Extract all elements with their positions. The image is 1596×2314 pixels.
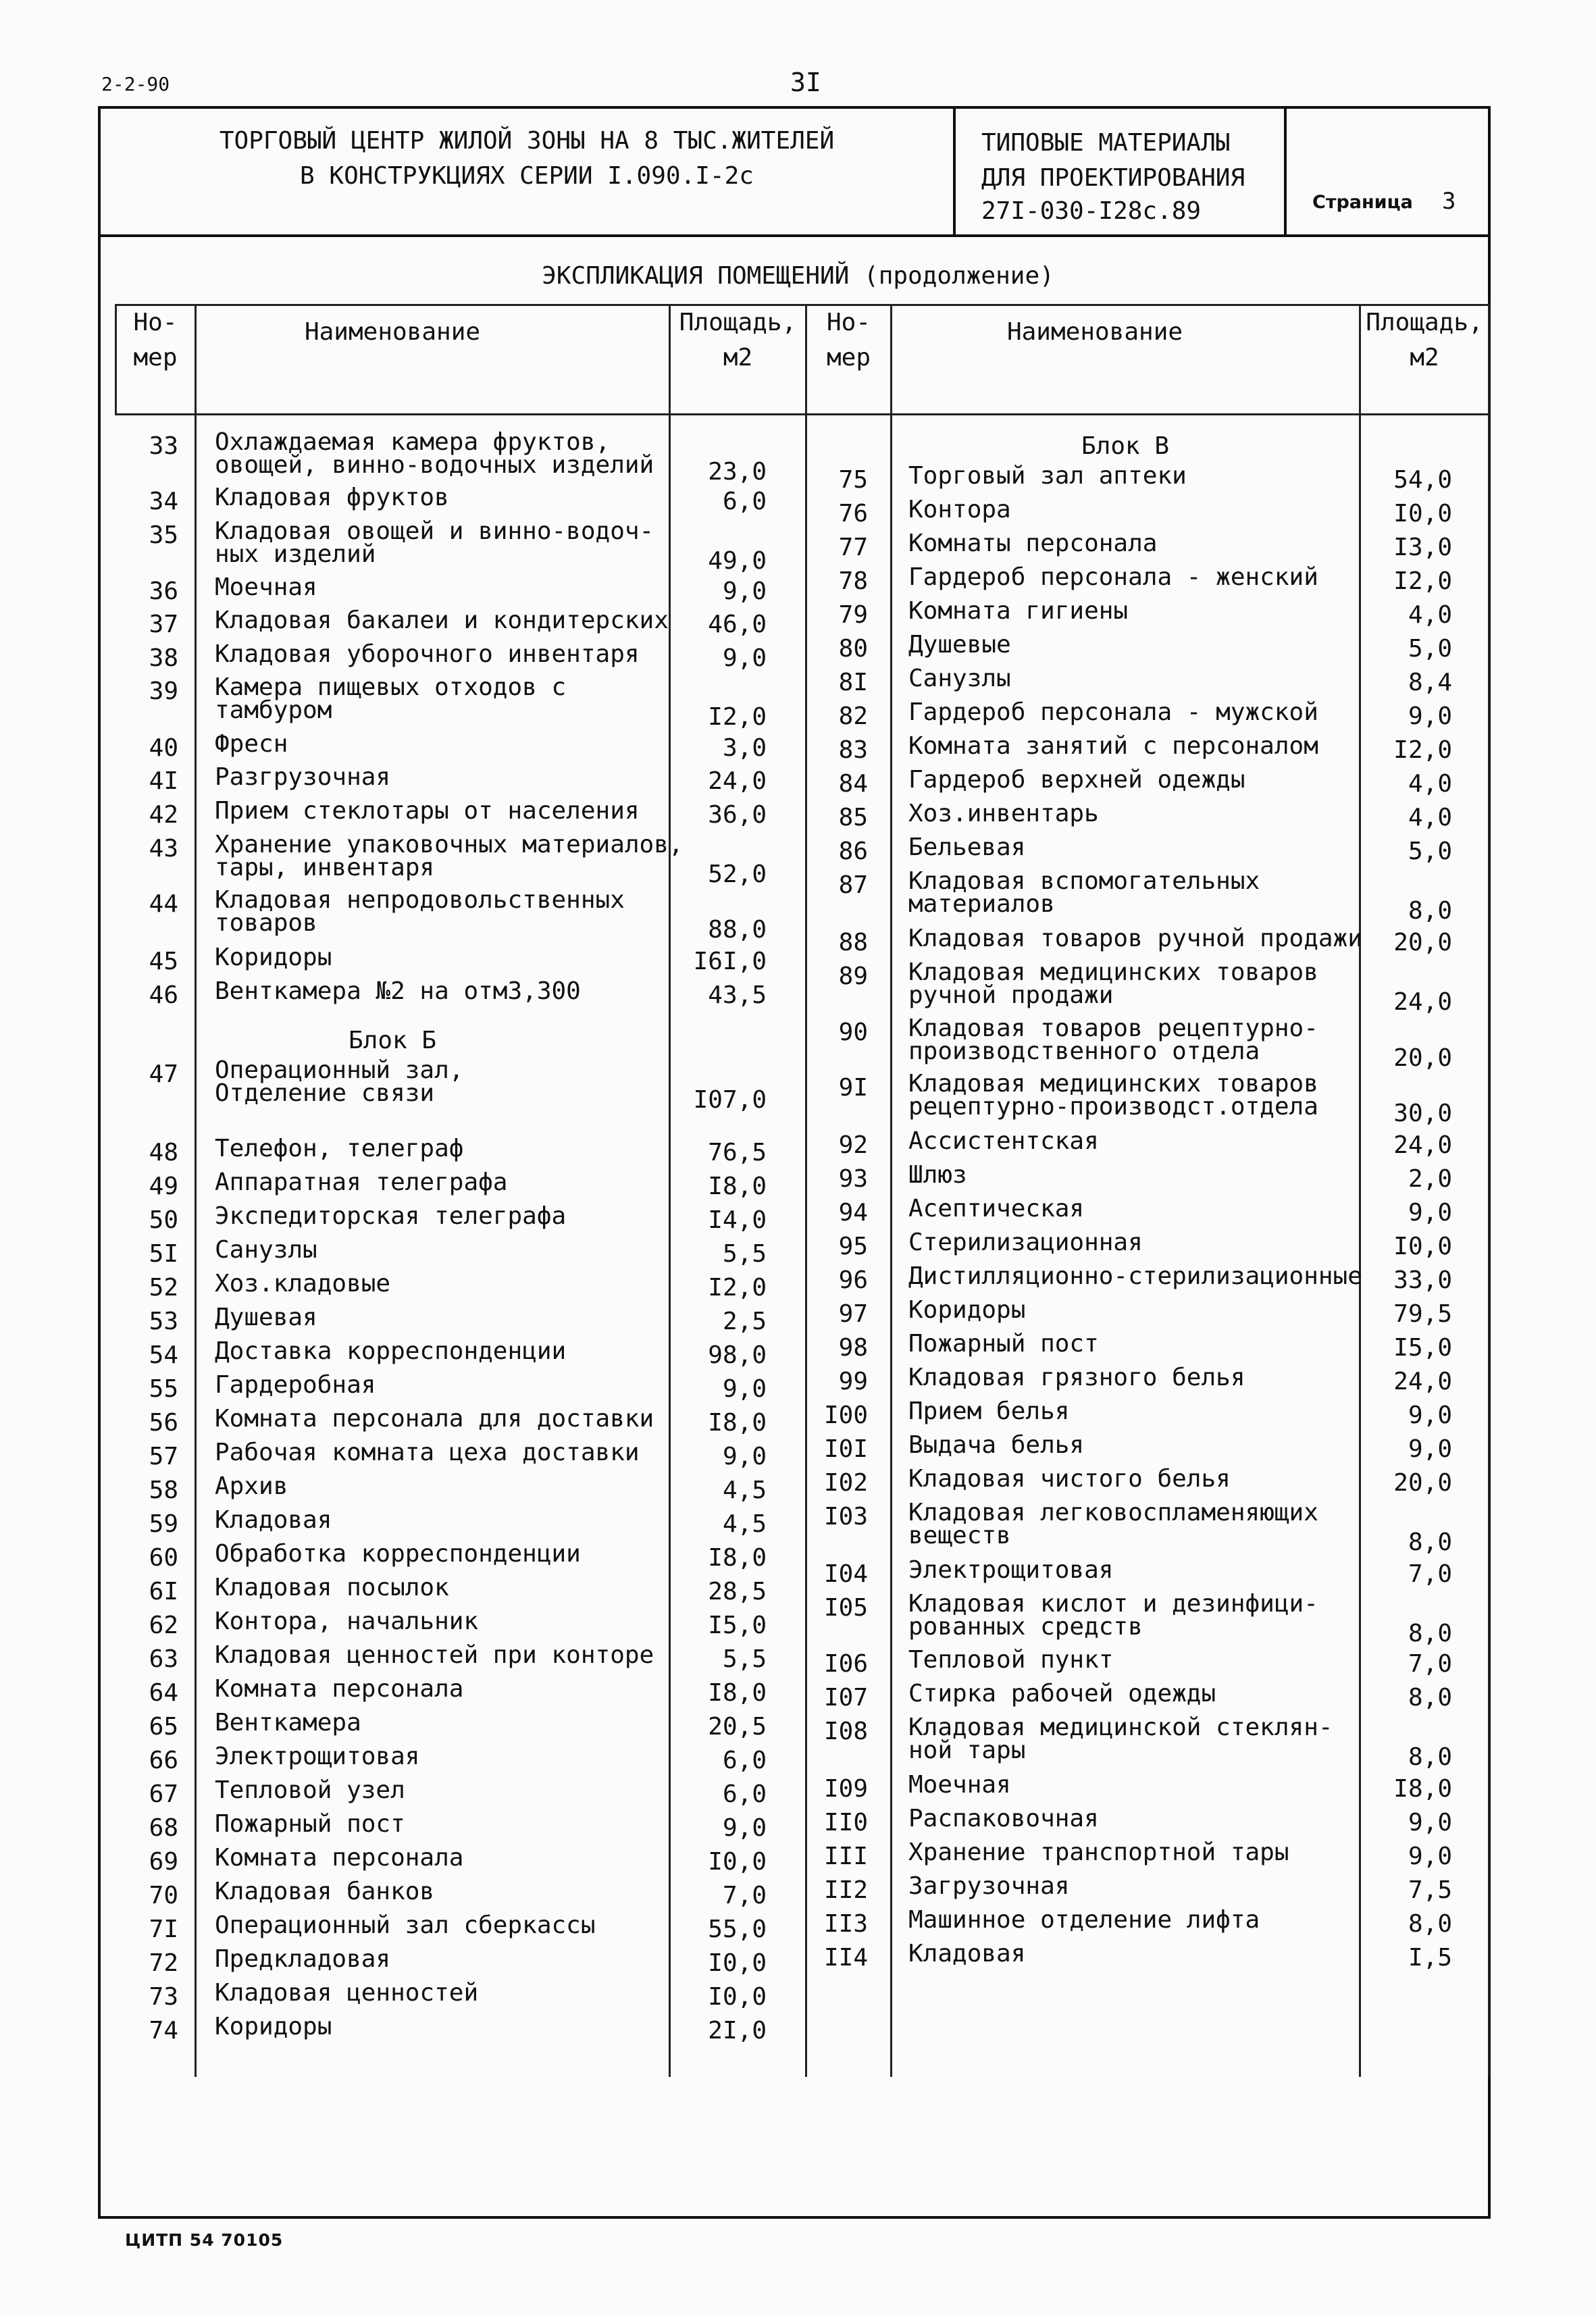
- left-row-number: 69: [149, 1848, 178, 1876]
- left-row-number: 35: [149, 521, 178, 549]
- materials-line1: ТИПОВЫЕ МАТЕРИАЛЫ: [981, 129, 1231, 157]
- left-row-area: 46,0: [708, 611, 767, 638]
- header-materials-block: [956, 109, 1287, 237]
- left-row-name: Кладовая овощей и винно-водоч- ных изделий: [215, 517, 654, 568]
- left-row-name: Комната персонала: [215, 1675, 464, 1703]
- left-row-number: 42: [149, 801, 178, 829]
- right-row-number: I03: [823, 1503, 868, 1531]
- right-row-name: Контора: [908, 496, 1011, 523]
- right-row-area: 33,0: [1393, 1266, 1452, 1294]
- left-row-name: Кладовая ценностей: [215, 1979, 479, 2007]
- right-row-name: Комната гигиены: [908, 597, 1129, 625]
- left-row-area: I0,0: [708, 1983, 767, 2011]
- left-row-area: 52,0: [708, 860, 767, 888]
- right-row-number: 76: [838, 500, 868, 528]
- right-row-number: 84: [838, 770, 868, 798]
- left-row-number: 48: [149, 1139, 178, 1166]
- right-row-name: Гардероб персонала - женский: [908, 563, 1318, 591]
- left-row-name: Электрощитовая: [215, 1743, 420, 1770]
- right-row-area: 7,0: [1408, 1650, 1452, 1678]
- left-row-area: I0,0: [708, 1848, 767, 1876]
- right-row-area: 9,0: [1408, 1199, 1452, 1227]
- right-row-name: Хранение транспортной тары: [908, 1839, 1289, 1866]
- left-row-name: Прием стеклотары от населения: [215, 797, 640, 825]
- right-row-area: 8,4: [1408, 669, 1452, 696]
- left-row-number: 68: [149, 1814, 178, 1842]
- left-row-area: 4,5: [722, 1510, 767, 1538]
- document-code: 2-2-90: [101, 73, 170, 95]
- right-row-area: 8,0: [1408, 1620, 1452, 1647]
- right-row-area: I2,0: [1393, 736, 1452, 764]
- printer-stamp: ЦИТП 54 70105: [125, 2230, 284, 2250]
- left-row-name: Разгрузочная: [215, 763, 391, 791]
- right-row-area: 24,0: [1393, 988, 1452, 1016]
- left-row-name: Кладовая бакалеи и кондитерских: [215, 607, 669, 634]
- right-row-number: I00: [823, 1402, 868, 1429]
- right-row-area: 7,0: [1408, 1560, 1452, 1588]
- right-row-number: 99: [838, 1368, 868, 1395]
- right-row-area: 79,5: [1393, 1300, 1452, 1328]
- right-row-area: 8,0: [1408, 1743, 1452, 1771]
- block-v-heading: Блок В: [1081, 432, 1170, 460]
- left-row-number: 52: [149, 1274, 178, 1302]
- right-row-number: I08: [823, 1718, 868, 1745]
- left-row-number: 73: [149, 1983, 178, 2011]
- left-row-name: Операционный зал, Отделение связи: [215, 1056, 464, 1107]
- left-row-name: Контора, начальник: [215, 1608, 479, 1635]
- col-header-area-line2: м2: [1410, 344, 1439, 371]
- col-rule-num-left: [195, 304, 197, 2077]
- right-row-number: 98: [838, 1334, 868, 1362]
- left-row-number: 72: [149, 1949, 178, 1977]
- right-row-name: Кладовая медицинских товаров рецептурно-производст.отдела: [908, 1070, 1318, 1121]
- left-row-number: 54: [149, 1341, 178, 1369]
- right-row-number: 78: [838, 567, 868, 595]
- col-header-area-right: [1361, 305, 1488, 376]
- left-row-number: 66: [149, 1747, 178, 1774]
- right-row-name: Хоз.инвентарь: [908, 800, 1099, 827]
- left-row-name: Тепловой узел: [215, 1776, 405, 1804]
- right-row-name: Санузлы: [908, 665, 1011, 692]
- left-row-number: 40: [149, 734, 178, 762]
- left-row-number: 53: [149, 1308, 178, 1335]
- right-row-number: 97: [838, 1300, 868, 1328]
- left-row-number: 38: [149, 644, 178, 672]
- right-row-number: 85: [838, 804, 868, 831]
- right-row-area: 8,0: [1408, 897, 1452, 925]
- left-row-area: 24,0: [708, 767, 767, 795]
- col-header-area-left: [671, 305, 805, 376]
- right-row-area: 9,0: [1408, 1843, 1452, 1870]
- left-row-name: Коридоры: [215, 2013, 332, 2040]
- left-row-name: Хранение упаковочных материалов, тары, инвентаря: [215, 831, 684, 881]
- right-row-area: 4,0: [1408, 601, 1452, 629]
- right-row-name: Бельевая: [908, 833, 1026, 861]
- right-row-name: Кладовая легковоспламеняющих веществ: [908, 1499, 1318, 1549]
- left-row-name: Кладовая фруктов: [215, 484, 449, 511]
- left-row-number: 46: [149, 981, 178, 1009]
- left-row-name: Предкладовая: [215, 1945, 391, 1973]
- col-header-num-line1: Но-: [133, 309, 178, 336]
- col-header-num-line1: Но-: [826, 309, 871, 336]
- left-row-number: 55: [149, 1375, 178, 1403]
- right-row-area: 20,0: [1393, 1469, 1452, 1497]
- col-header-num-left: [116, 305, 195, 376]
- left-row-area: 88,0: [708, 916, 767, 944]
- right-row-area: 4,0: [1408, 804, 1452, 831]
- right-row-name: Стерилизационная: [908, 1229, 1143, 1256]
- left-row-area: I4,0: [708, 1206, 767, 1234]
- left-row-area: 9,0: [722, 1443, 767, 1470]
- left-row-number: 67: [149, 1780, 178, 1808]
- right-row-area: 9,0: [1408, 1809, 1452, 1836]
- left-row-area: I0,0: [708, 1949, 767, 1977]
- right-row-area: 7,5: [1408, 1876, 1452, 1904]
- left-row-number: 58: [149, 1476, 178, 1504]
- left-row-area: I07,0: [693, 1086, 767, 1114]
- right-row-name: Моечная: [908, 1771, 1011, 1799]
- left-row-area: 7,0: [722, 1882, 767, 1909]
- left-row-number: 59: [149, 1510, 178, 1538]
- right-row-area: 24,0: [1393, 1131, 1452, 1159]
- right-row-area: 9,0: [1408, 702, 1452, 730]
- right-row-area: 8,0: [1408, 1528, 1452, 1556]
- materials-code: 27I-030-I28с.89: [981, 197, 1202, 225]
- right-row-area: 24,0: [1393, 1368, 1452, 1395]
- sheet-number: 3: [1442, 188, 1456, 215]
- right-row-number: 96: [838, 1266, 868, 1294]
- left-row-area: 9,0: [722, 644, 767, 672]
- right-row-number: II3: [823, 1910, 868, 1938]
- left-row-area: 6,0: [722, 1780, 767, 1808]
- right-row-area: 5,0: [1408, 635, 1452, 663]
- page-number: 3I: [790, 68, 821, 97]
- right-row-name: Кладовая: [908, 1940, 1026, 1968]
- left-row-name: Кладовая: [215, 1506, 332, 1534]
- left-row-area: 5,5: [722, 1240, 767, 1268]
- left-row-name: Кладовая непродовольственных товаров: [215, 886, 625, 937]
- col-rule-area-right: [1488, 304, 1490, 2077]
- left-row-area: 3,0: [722, 734, 767, 762]
- right-row-number: 94: [838, 1199, 868, 1227]
- left-row-area: 76,5: [708, 1139, 767, 1166]
- left-row-number: 4I: [149, 767, 178, 795]
- left-row-number: 43: [149, 835, 178, 863]
- left-row-area: 9,0: [722, 1814, 767, 1842]
- left-row-area: I5,0: [708, 1612, 767, 1639]
- right-row-name: Стирка рабочей одежды: [908, 1680, 1216, 1707]
- right-row-area: I3,0: [1393, 534, 1452, 561]
- right-row-name: Асептическая: [908, 1195, 1085, 1223]
- right-row-name: Кладовая кислот и дезинфици- рованных средств: [908, 1590, 1318, 1641]
- left-row-number: 47: [149, 1060, 178, 1088]
- right-row-name: Тепловой пункт: [908, 1646, 1114, 1674]
- left-row-number: 60: [149, 1544, 178, 1572]
- left-row-name: Моечная: [215, 573, 317, 601]
- right-row-name: Торговый зал аптеки: [908, 462, 1187, 490]
- right-row-number: II4: [823, 1944, 868, 1972]
- left-row-area: I6I,0: [693, 948, 767, 975]
- left-row-area: I8,0: [708, 1409, 767, 1437]
- left-row-number: 65: [149, 1713, 178, 1741]
- left-row-area: I8,0: [708, 1173, 767, 1200]
- right-row-name: Кладовая товаров рецептурно- производственного отдела: [908, 1014, 1318, 1065]
- right-row-name: Прием белья: [908, 1397, 1070, 1425]
- table-title: ЭКСПЛИКАЦИЯ ПОМЕЩЕНИЙ (продолжение): [542, 262, 1054, 290]
- right-row-name: Загрузочная: [908, 1872, 1070, 1900]
- right-row-area: 20,0: [1393, 929, 1452, 956]
- left-row-name: Аппаратная телеграфа: [215, 1168, 508, 1196]
- left-row-name: Кладовая банков: [215, 1878, 435, 1905]
- left-row-number: 74: [149, 2017, 178, 2045]
- left-row-name: Санузлы: [215, 1236, 317, 1264]
- left-row-number: 45: [149, 948, 178, 975]
- left-row-number: 7I: [149, 1916, 178, 1943]
- header-title-line1: ТОРГОВЫЙ ЦЕНТР ЖИЛОЙ ЗОНЫ НА 8 ТЫС.ЖИТЕЛЕЙ: [219, 127, 835, 155]
- left-row-name: Кладовая ценностей при конторе: [215, 1641, 654, 1669]
- left-row-area: 28,5: [708, 1578, 767, 1605]
- left-row-name: Фресн: [215, 730, 288, 758]
- left-row-area: 49,0: [708, 547, 767, 575]
- col-header-num-line2: мер: [133, 344, 178, 371]
- col-header-name-right: Наименование: [1006, 318, 1183, 346]
- left-row-name: Камера пищевых отходов с тамбуром: [215, 673, 567, 724]
- left-row-area: 2,5: [722, 1308, 767, 1335]
- right-row-area: 9,0: [1408, 1402, 1452, 1429]
- left-row-name: Доставка корреспонденции: [215, 1337, 567, 1365]
- right-row-name: Шлюз: [908, 1161, 967, 1189]
- right-row-area: 5,0: [1408, 838, 1452, 865]
- right-row-name: Выдача белья: [908, 1431, 1085, 1459]
- right-row-number: III: [823, 1843, 868, 1870]
- right-row-area: 8,0: [1408, 1684, 1452, 1712]
- right-row-number: II2: [823, 1876, 868, 1904]
- right-row-name: Комната занятий с персоналом: [908, 732, 1318, 760]
- left-row-area: 9,0: [722, 1375, 767, 1403]
- left-row-name: Пожарный пост: [215, 1810, 405, 1838]
- col-header-num-line2: мер: [826, 344, 871, 371]
- left-row-name: Экспедиторская телеграфа: [215, 1202, 567, 1230]
- left-row-number: 57: [149, 1443, 178, 1470]
- left-row-number: 64: [149, 1679, 178, 1707]
- right-row-number: I02: [823, 1469, 868, 1497]
- right-row-number: 82: [838, 702, 868, 730]
- right-row-number: 8I: [838, 669, 868, 696]
- right-row-name: Комнаты персонала: [908, 530, 1158, 557]
- right-row-name: Распаковочная: [908, 1805, 1099, 1832]
- right-row-name: Пожарный пост: [908, 1330, 1099, 1358]
- right-row-area: 2,0: [1408, 1165, 1452, 1193]
- left-row-number: 44: [149, 890, 178, 918]
- left-row-area: 23,0: [708, 458, 767, 486]
- sheet-label: Страница: [1312, 192, 1413, 213]
- left-row-area: 55,0: [708, 1916, 767, 1943]
- left-row-number: 49: [149, 1173, 178, 1200]
- right-row-number: 92: [838, 1131, 868, 1159]
- left-row-number: 50: [149, 1206, 178, 1234]
- left-row-number: 6I: [149, 1578, 178, 1605]
- right-row-area: I0,0: [1393, 500, 1452, 528]
- right-row-area: 20,0: [1393, 1044, 1452, 1072]
- left-row-name: Операционный зал сберкассы: [215, 1911, 596, 1939]
- left-row-number: 62: [149, 1612, 178, 1639]
- left-row-name: Комната персонала для доставки: [215, 1405, 654, 1433]
- right-row-name: Кладовая медицинских товаров ручной продажи: [908, 958, 1318, 1009]
- col-header-name-left: Наименование: [304, 318, 481, 346]
- left-row-area: 36,0: [708, 801, 767, 829]
- right-row-name: Кладовая чистого белья: [908, 1465, 1231, 1493]
- left-row-area: 6,0: [722, 1747, 767, 1774]
- left-row-area: I8,0: [708, 1679, 767, 1707]
- right-row-number: 75: [838, 466, 868, 494]
- right-row-area: I8,0: [1393, 1775, 1452, 1803]
- left-row-number: 5I: [149, 1240, 178, 1268]
- right-row-number: I0I: [823, 1435, 868, 1463]
- col-rule-num-right: [890, 304, 892, 2077]
- right-row-area: 30,0: [1393, 1100, 1452, 1127]
- right-row-number: II0: [823, 1809, 868, 1836]
- left-row-area: 6,0: [722, 488, 767, 515]
- left-row-name: Гардеробная: [215, 1371, 376, 1399]
- right-row-name: Машинное отделение лифта: [908, 1906, 1260, 1934]
- col-header-num-right: [807, 305, 890, 376]
- right-row-area: I5,0: [1393, 1334, 1452, 1362]
- header-title-block: [101, 109, 956, 237]
- left-row-area: 43,5: [708, 981, 767, 1009]
- right-row-number: 90: [838, 1019, 868, 1046]
- right-row-name: Кладовая товаров ручной продажи: [908, 925, 1362, 952]
- left-row-number: 34: [149, 488, 178, 515]
- left-row-number: 37: [149, 611, 178, 638]
- left-row-name: Кладовая уборочного инвентаря: [215, 640, 640, 668]
- right-row-number: I06: [823, 1650, 868, 1678]
- right-row-number: I07: [823, 1684, 868, 1712]
- right-row-number: 79: [838, 601, 868, 629]
- header-title-line2: В КОНСТРУКЦИЯХ СЕРИИ I.090.I-2с: [300, 162, 754, 190]
- right-row-name: Ассистентская: [908, 1127, 1099, 1155]
- right-row-number: 9I: [838, 1074, 868, 1102]
- left-row-number: 63: [149, 1645, 178, 1673]
- left-row-name: Венткамера №2 на отм3,300: [215, 977, 581, 1005]
- col-header-area-line2: м2: [723, 344, 753, 371]
- left-row-number: 33: [149, 432, 178, 460]
- left-row-number: 56: [149, 1409, 178, 1437]
- left-row-name: Кладовая посылок: [215, 1574, 449, 1601]
- left-row-area: 2I,0: [708, 2017, 767, 2045]
- right-row-name: Кладовая грязного белья: [908, 1364, 1245, 1391]
- left-row-area: I2,0: [708, 703, 767, 731]
- left-row-name: Архив: [215, 1472, 288, 1500]
- right-row-name: Дистилляционно-стерилизационные: [908, 1262, 1362, 1290]
- left-row-name: Комната персонала: [215, 1844, 464, 1872]
- block-b-heading: Блок Б: [348, 1027, 437, 1054]
- left-row-name: Душевая: [215, 1304, 317, 1331]
- right-row-number: 88: [838, 929, 868, 956]
- right-row-number: I09: [823, 1775, 868, 1803]
- right-row-name: Кладовая медицинской стеклян- ной тары: [908, 1714, 1333, 1764]
- right-row-name: Электрощитовая: [908, 1556, 1114, 1584]
- left-row-area: I2,0: [708, 1274, 767, 1302]
- right-row-number: I05: [823, 1594, 868, 1622]
- table-header-rule: [115, 413, 1490, 415]
- materials-line2: ДЛЯ ПРОЕКТИРОВАНИЯ: [981, 164, 1245, 192]
- right-row-number: 86: [838, 838, 868, 865]
- header-sheet-block: [1287, 109, 1488, 237]
- right-row-name: Душевые: [908, 631, 1011, 659]
- left-row-area: 4,5: [722, 1476, 767, 1504]
- left-row-number: 39: [149, 677, 178, 705]
- left-row-name: Обработка корреспонденции: [215, 1540, 581, 1568]
- left-row-name: Венткамера: [215, 1709, 361, 1737]
- left-row-number: 36: [149, 577, 178, 605]
- right-row-number: 77: [838, 534, 868, 561]
- right-row-number: 95: [838, 1233, 868, 1260]
- right-row-number: 89: [838, 962, 868, 990]
- right-row-area: I2,0: [1393, 567, 1452, 595]
- left-row-area: 20,5: [708, 1713, 767, 1741]
- right-row-name: Коридоры: [908, 1296, 1026, 1324]
- left-row-name: Коридоры: [215, 944, 332, 971]
- right-row-area: I,5: [1408, 1944, 1452, 1972]
- left-row-number: 70: [149, 1882, 178, 1909]
- col-header-area-line1: Площадь,: [1366, 309, 1483, 336]
- left-row-area: 98,0: [708, 1341, 767, 1369]
- col-header-area-line1: Площадь,: [679, 309, 797, 336]
- left-row-area: I8,0: [708, 1544, 767, 1572]
- right-row-number: 80: [838, 635, 868, 663]
- right-row-number: 83: [838, 736, 868, 764]
- right-row-area: I0,0: [1393, 1233, 1452, 1260]
- right-row-area: 4,0: [1408, 770, 1452, 798]
- right-row-area: 9,0: [1408, 1435, 1452, 1463]
- left-row-area: 9,0: [722, 577, 767, 605]
- right-row-number: 87: [838, 871, 868, 899]
- left-row-name: Хоз.кладовые: [215, 1270, 391, 1297]
- left-row-area: 5,5: [722, 1645, 767, 1673]
- right-row-number: 93: [838, 1165, 868, 1193]
- left-row-name: Охлаждаемая камера фруктов, овощей, винно-водочных изделий: [215, 428, 654, 479]
- right-row-number: I04: [823, 1560, 868, 1588]
- right-row-area: 54,0: [1393, 466, 1452, 494]
- right-row-name: Гардероб верхней одежды: [908, 766, 1245, 794]
- right-row-area: 8,0: [1408, 1910, 1452, 1938]
- right-row-name: Кладовая вспомогательных материалов: [908, 867, 1260, 918]
- right-row-name: Гардероб персонала - мужской: [908, 698, 1318, 726]
- left-row-name: Телефон, телеграф: [215, 1135, 464, 1162]
- left-row-name: Рабочая комната цеха доставки: [215, 1439, 640, 1466]
